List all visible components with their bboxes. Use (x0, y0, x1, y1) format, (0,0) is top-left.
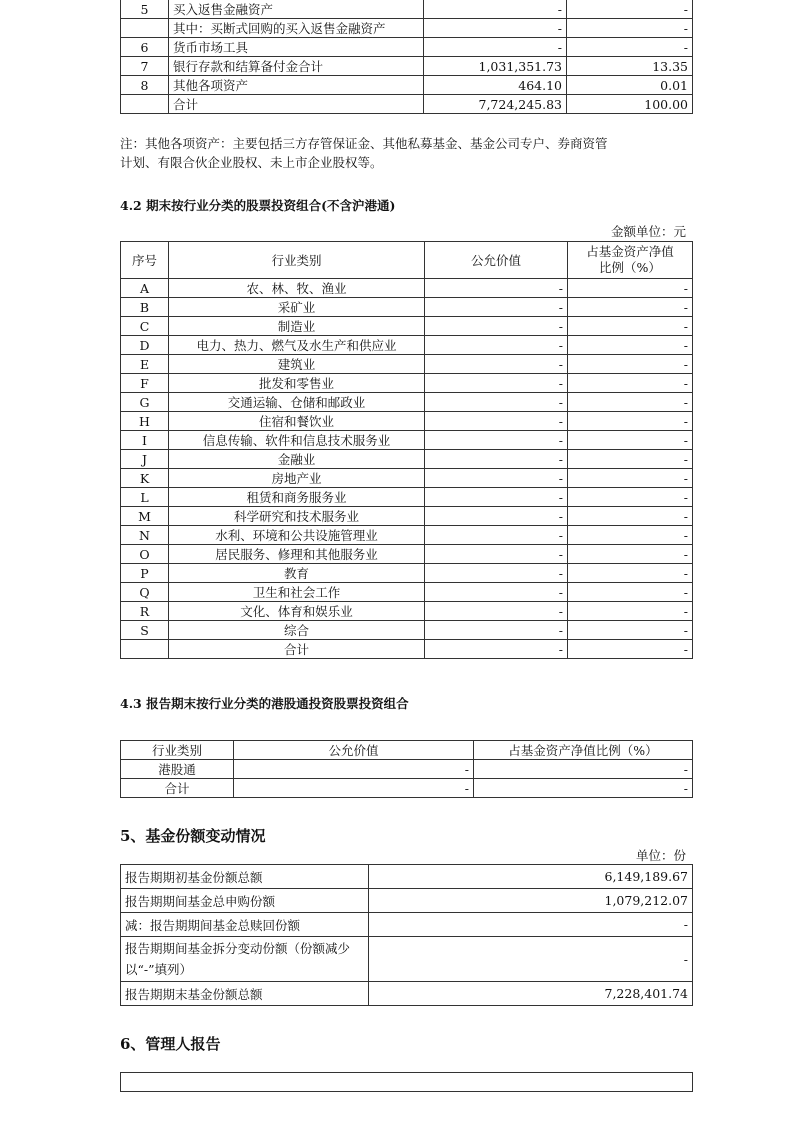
industry-code: Q (121, 583, 169, 602)
industry-fair-value: - (425, 298, 568, 317)
industry-ratio: - (568, 336, 693, 355)
hk-value: - (234, 760, 474, 779)
table-row (121, 564, 693, 583)
industry-code: R (121, 602, 169, 621)
asset-item: 买入返售金融资产 (169, 0, 424, 19)
share-value: 6,149,189.67 (369, 865, 693, 889)
industry-name: 电力、热力、燃气及水生产和供应业 (169, 336, 425, 355)
asset-ratio: - (567, 0, 693, 19)
header-industry: 行业类别 (121, 741, 234, 760)
asset-value: 1,031,351.73 (424, 57, 567, 76)
industry-name: 合计 (169, 640, 425, 659)
table-row (121, 279, 693, 298)
asset-item: 货币市场工具 (169, 38, 424, 57)
table-row (121, 317, 693, 336)
industry-ratio: - (568, 640, 693, 659)
industry-code: O (121, 545, 169, 564)
table-row (121, 507, 693, 526)
table-row (121, 526, 693, 545)
industry-fair-value: - (425, 450, 568, 469)
row-number: 7 (121, 57, 169, 76)
industry-ratio: - (568, 355, 693, 374)
asset-ratio: 13.35 (567, 57, 693, 76)
industry-name: 制造业 (169, 317, 425, 336)
section-4-3-title: 4.3 报告期末按行业分类的港股通投资股票投资组合 (120, 696, 409, 711)
table-row (121, 779, 693, 798)
table-row (121, 488, 693, 507)
header-ratio (568, 242, 693, 279)
table-row (121, 760, 693, 779)
header-ratio-line-2: 比例（%） (599, 260, 661, 275)
hk-industry: 合计 (121, 779, 234, 798)
industry-fair-value: - (425, 279, 568, 298)
industry-name: 信息传输、软件和信息技术服务业 (169, 431, 425, 450)
industry-ratio: - (568, 469, 693, 488)
industry-code: L (121, 488, 169, 507)
industry-fair-value: - (425, 393, 568, 412)
industry-name: 交通运输、仓储和邮政业 (169, 393, 425, 412)
industry-ratio: - (568, 602, 693, 621)
industry-ratio: - (568, 526, 693, 545)
industry-code: M (121, 507, 169, 526)
industry-fair-value: - (425, 336, 568, 355)
asset-item: 其他各项资产 (169, 76, 424, 95)
row-number: 8 (121, 76, 169, 95)
table-row (121, 19, 693, 38)
asset-value: 464.10 (424, 76, 567, 95)
asset-ratio: - (567, 19, 693, 38)
industry-fair-value: - (425, 545, 568, 564)
table-row (121, 889, 693, 913)
industry-code: B (121, 298, 169, 317)
industry-stock-table (120, 241, 693, 659)
industry-code: S (121, 621, 169, 640)
asset-item: 合计 (169, 95, 424, 114)
industry-ratio: - (568, 545, 693, 564)
section-5-title: 5、基金份额变动情况 (120, 827, 266, 845)
table-row (121, 937, 693, 982)
share-value: - (369, 937, 693, 982)
industry-ratio: - (568, 298, 693, 317)
header-industry: 行业类别 (169, 242, 425, 279)
industry-name: 批发和零售业 (169, 374, 425, 393)
industry-fair-value: - (425, 602, 568, 621)
table-row (121, 393, 693, 412)
industry-code: K (121, 469, 169, 488)
hk-value: - (234, 779, 474, 798)
industry-name: 居民服务、修理和其他服务业 (169, 545, 425, 564)
asset-allocation-table (120, 0, 693, 114)
industry-fair-value: - (425, 431, 568, 450)
industry-ratio: - (568, 450, 693, 469)
table-row (121, 640, 693, 659)
share-value: 1,079,212.07 (369, 889, 693, 913)
share-label: 报告期期间基金拆分变动份额（份额减少以“-”填列） (121, 937, 369, 982)
asset-value: - (424, 38, 567, 57)
industry-fair-value: - (425, 507, 568, 526)
header-ratio: 占基金资产净值比例（%） (474, 741, 693, 760)
industry-ratio: - (568, 488, 693, 507)
industry-ratio: - (568, 317, 693, 336)
industry-fair-value: - (425, 488, 568, 507)
industry-code: P (121, 564, 169, 583)
share-label: 报告期期初基金份额总额 (121, 865, 369, 889)
industry-code: H (121, 412, 169, 431)
asset-value: - (424, 19, 567, 38)
industry-fair-value: - (425, 355, 568, 374)
industry-ratio: - (568, 412, 693, 431)
industry-ratio: - (568, 374, 693, 393)
table-row (121, 374, 693, 393)
industry-ratio: - (568, 564, 693, 583)
industry-code: F (121, 374, 169, 393)
industry-ratio: - (568, 507, 693, 526)
table-row (121, 913, 693, 937)
industry-name: 租赁和商务服务业 (169, 488, 425, 507)
table-row (121, 621, 693, 640)
industry-fair-value: - (425, 317, 568, 336)
asset-ratio: 100.00 (567, 95, 693, 114)
hk-ratio: - (474, 760, 693, 779)
hk-stock-connect-table (120, 740, 693, 798)
asset-value: 7,724,245.83 (424, 95, 567, 114)
header-no: 序号 (121, 242, 169, 279)
industry-code: C (121, 317, 169, 336)
industry-fair-value: - (425, 526, 568, 545)
table-row (121, 469, 693, 488)
header-ratio-line-1: 占基金资产净值 (586, 244, 674, 259)
industry-name: 房地产业 (169, 469, 425, 488)
share-value: 7,228,401.74 (369, 982, 693, 1006)
industry-ratio: - (568, 583, 693, 602)
industry-fair-value: - (425, 564, 568, 583)
section-6-title: 6、管理人报告 (120, 1035, 221, 1053)
industry-code: E (121, 355, 169, 374)
industry-fair-value: - (425, 412, 568, 431)
share-value: - (369, 913, 693, 937)
table-row (121, 545, 693, 564)
industry-code: A (121, 279, 169, 298)
note-line-1: 注：其他各项资产：主要包括三方存管保证金、其他私募基金、基金公司专户、券商资管 (120, 136, 608, 151)
industry-name: 金融业 (169, 450, 425, 469)
industry-fair-value: - (425, 469, 568, 488)
fund-share-change-table (120, 864, 693, 1006)
table-row (121, 76, 693, 95)
industry-ratio: - (568, 431, 693, 450)
asset-item: 其中：买断式回购的买入返售金融资产 (169, 19, 424, 38)
industry-name: 卫生和社会工作 (169, 583, 425, 602)
industry-code: G (121, 393, 169, 412)
industry-name: 科学研究和技术服务业 (169, 507, 425, 526)
industry-name: 采矿业 (169, 298, 425, 317)
table-row (121, 355, 693, 374)
table-row (121, 450, 693, 469)
row-number (121, 19, 169, 38)
header-fair-value: 公允价值 (234, 741, 474, 760)
industry-name: 文化、体育和娱乐业 (169, 602, 425, 621)
asset-ratio: 0.01 (567, 76, 693, 95)
row-number: 5 (121, 0, 169, 19)
industry-ratio: - (568, 393, 693, 412)
table-row (121, 431, 693, 450)
table-row (121, 412, 693, 431)
table-row (121, 583, 693, 602)
industry-code: D (121, 336, 169, 355)
industry-ratio: - (568, 621, 693, 640)
table-row (121, 336, 693, 355)
industry-fair-value: - (425, 374, 568, 393)
industry-code (121, 640, 169, 659)
industry-name: 综合 (169, 621, 425, 640)
asset-ratio: - (567, 38, 693, 57)
table-row (121, 57, 693, 76)
table-row (121, 0, 693, 19)
industry-code: I (121, 431, 169, 450)
share-label: 报告期期间基金总申购份额 (121, 889, 369, 913)
table-row (121, 95, 693, 114)
asset-item: 银行存款和结算备付金合计 (169, 57, 424, 76)
table-header-row (121, 741, 693, 760)
manager-report-box (120, 1072, 693, 1092)
header-fair-value: 公允价值 (425, 242, 568, 279)
section-4-2-title: 4.2 期末按行业分类的股票投资组合(不含沪港通) (120, 198, 396, 213)
hk-ratio: - (474, 779, 693, 798)
hk-industry: 港股通 (121, 760, 234, 779)
industry-fair-value: - (425, 583, 568, 602)
row-number: 6 (121, 38, 169, 57)
industry-code: J (121, 450, 169, 469)
industry-fair-value: - (425, 640, 568, 659)
industry-name: 农、林、牧、渔业 (169, 279, 425, 298)
industry-ratio: - (568, 279, 693, 298)
table-row (121, 982, 693, 1006)
note-line-2: 计划、有限合伙企业股权、未上市企业股权等。 (120, 155, 383, 170)
share-label: 减：报告期期间基金总赎回份额 (121, 913, 369, 937)
table-row (121, 602, 693, 621)
industry-fair-value: - (425, 621, 568, 640)
section-4-2-unit: 金额单位：元 (610, 224, 686, 239)
industry-name: 住宿和餐饮业 (169, 412, 425, 431)
table-header-row (121, 242, 693, 279)
table-row (121, 298, 693, 317)
industry-name: 建筑业 (169, 355, 425, 374)
section-5-unit: 单位：份 (635, 848, 686, 863)
table-row (121, 865, 693, 889)
share-label: 报告期期末基金份额总额 (121, 982, 369, 1006)
industry-code: N (121, 526, 169, 545)
row-number (121, 95, 169, 114)
industry-name: 水利、环境和公共设施管理业 (169, 526, 425, 545)
industry-name: 教育 (169, 564, 425, 583)
table-row (121, 38, 693, 57)
asset-value: - (424, 0, 567, 19)
